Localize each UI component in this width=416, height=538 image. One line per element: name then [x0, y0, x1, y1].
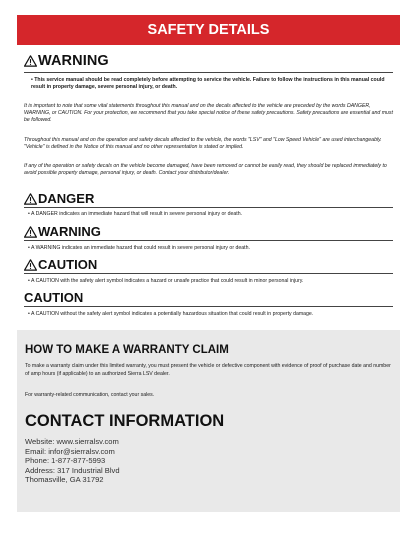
- danger-heading: [24, 191, 94, 206]
- contact-address: Address: 317 Industrial Blvd: [25, 465, 120, 475]
- warning-heading-text: WARNING: [38, 53, 109, 69]
- divider: [24, 72, 393, 73]
- banner-title: SAFETY DETAILS: [147, 22, 270, 38]
- divider: [24, 273, 393, 274]
- caution-heading-text: CAUTION: [24, 290, 84, 305]
- intro-paragraph: It is important to note that some vital statements throughout this manual and on the decals affected to the vehicle are preceded by the words DANGER, WARNING, or CAUTION. For your protection, we recommend that you take special notice of these safety precautions. Safety precautions are essential and must be followed.: [24, 103, 393, 124]
- warning-def-heading: [24, 224, 101, 239]
- divider: [24, 207, 393, 208]
- contact-phone: Phone: 1-877-877-5993: [25, 456, 106, 465]
- warning-main-bullet: • This service manual should be read completely before attempting to service the vehicle. Failure to follow the instructions in this manual could result in property damage, severe personal injury, or death.: [31, 77, 385, 91]
- danger-definition: • A DANGER indicates an immediate hazard that will result in severe personal injury or death.: [28, 211, 243, 217]
- safety-details-banner: [17, 15, 400, 45]
- lsv-paragraph: Throughout this manual and on the operation and safety decals affected to the vehicle, the words "LSV" and "Low Speed Vehicle" are used interchangeably. "Vehicle" is defined in the Notice of this manual and no other representation is stated or implied.: [24, 137, 382, 151]
- warning-triangle-icon: [24, 193, 37, 205]
- warning-triangle-icon: [24, 259, 37, 271]
- warranty-heading: HOW TO MAKE A WARRANTY CLAIM: [25, 344, 229, 356]
- caution-alert-heading: [24, 257, 97, 272]
- caution-heading: [24, 290, 83, 305]
- caution-alert-heading-text: CAUTION: [38, 257, 98, 272]
- contact-city: Thomasville, GA 31792: [25, 475, 104, 484]
- divider: [24, 240, 393, 241]
- warranty-text: To make a warranty claim under this limited warranty, you must present the vehicle or defective component with evidence of proof of purchase date and number of amp hours (if applicable) to an authorized Sierra LSV dealer.: [25, 363, 391, 377]
- warranty-contact-panel: [17, 330, 400, 512]
- caution-definition: • A CAUTION without the safety alert symbol indicates a potentially hazardous situation that could result in property damage.: [28, 311, 314, 317]
- warning-heading: [24, 53, 109, 69]
- divider: [24, 306, 393, 307]
- contact-heading: CONTACT INFORMATION: [25, 412, 225, 430]
- warning-def-heading-text: WARNING: [38, 224, 101, 239]
- decals-paragraph: If any of the operation or safety decals on the vehicle become damaged, have been removed or cannot be easily read, they should be replaced immediately to avoid possible property damage, personal injury, or death. Contact your distributor/dealer.: [24, 163, 387, 177]
- warning-definition: • A WARNING indicates an immediate hazard that could result in severe personal injury or death.: [28, 245, 250, 251]
- contact-email: Email: infor@sierralsv.com: [25, 446, 115, 456]
- danger-heading-text: DANGER: [38, 191, 95, 206]
- warning-triangle-icon: [24, 55, 37, 67]
- warranty-note: For warranty-related communication, contact your sales.: [25, 392, 155, 398]
- warning-triangle-icon: [24, 226, 37, 238]
- caution-alert-definition: • A CAUTION with the safety alert symbol indicates a hazard or unsafe practice that could result in minor personal injury.: [28, 278, 304, 284]
- contact-website: Website: www.sierralsv.com: [25, 437, 119, 446]
